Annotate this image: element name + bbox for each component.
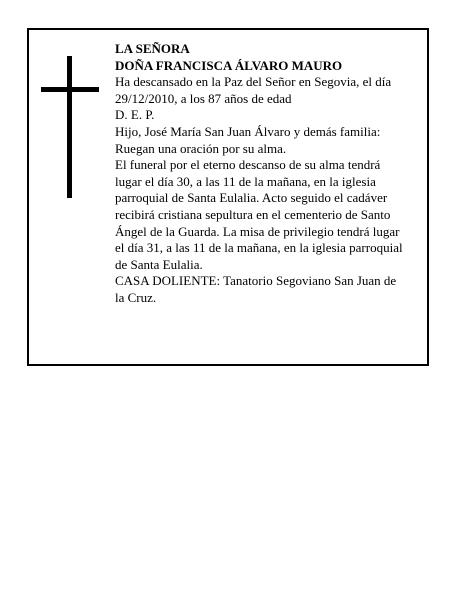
text-line: de Santa Eulalia. <box>115 256 203 272</box>
title-line-1: LA SEÑORA <box>115 41 190 56</box>
text-line: D. E. P. <box>115 107 155 123</box>
paragraph-dep <box>115 107 417 124</box>
text-line: Ángel de la Guarda. La misa de privilegio tendrá lugar <box>115 223 400 239</box>
text-line: parroquial de Santa Eulalia. Acto seguido el cadáver <box>115 190 388 206</box>
text-line: El funeral por el eterno descanso de su alma tendrá <box>115 157 381 173</box>
deceased-name: DOÑA FRANCISCA ÁLVARO MAURO <box>115 57 343 73</box>
cross-vertical-bar <box>67 56 72 198</box>
text-line: CASA DOLIENTE: Tanatorio Segoviano San Juan de <box>115 273 397 289</box>
paragraph-family <box>115 124 417 157</box>
obituary-notice <box>27 28 429 366</box>
latin-cross-icon <box>41 56 99 198</box>
text-line: recibirá cristiana sepultura en el cementerio de Santo <box>115 206 391 222</box>
paragraph-funeral-home <box>115 273 417 306</box>
text-line: Ruegan una oración por su alma. <box>115 140 287 156</box>
text-line: lugar el día 30, a las 11 de la mañana, en la iglesia <box>115 173 376 189</box>
text-line: Hijo, José María San Juan Álvaro y demás familia: <box>115 123 381 139</box>
notice-text <box>115 41 417 307</box>
text-line: la Cruz. <box>115 289 157 305</box>
paragraph-funeral-details <box>115 157 417 273</box>
text-line: Ha descansado en la Paz del Señor en Segovia, el día <box>115 74 392 90</box>
text-line: 29/12/2010, a los 87 años de edad <box>115 90 292 106</box>
text-line: el día 31, a las 11 de la mañana, en la iglesia parroquial <box>115 240 403 256</box>
paragraph-death-announcement <box>115 74 417 107</box>
cross-horizontal-bar <box>41 87 99 92</box>
